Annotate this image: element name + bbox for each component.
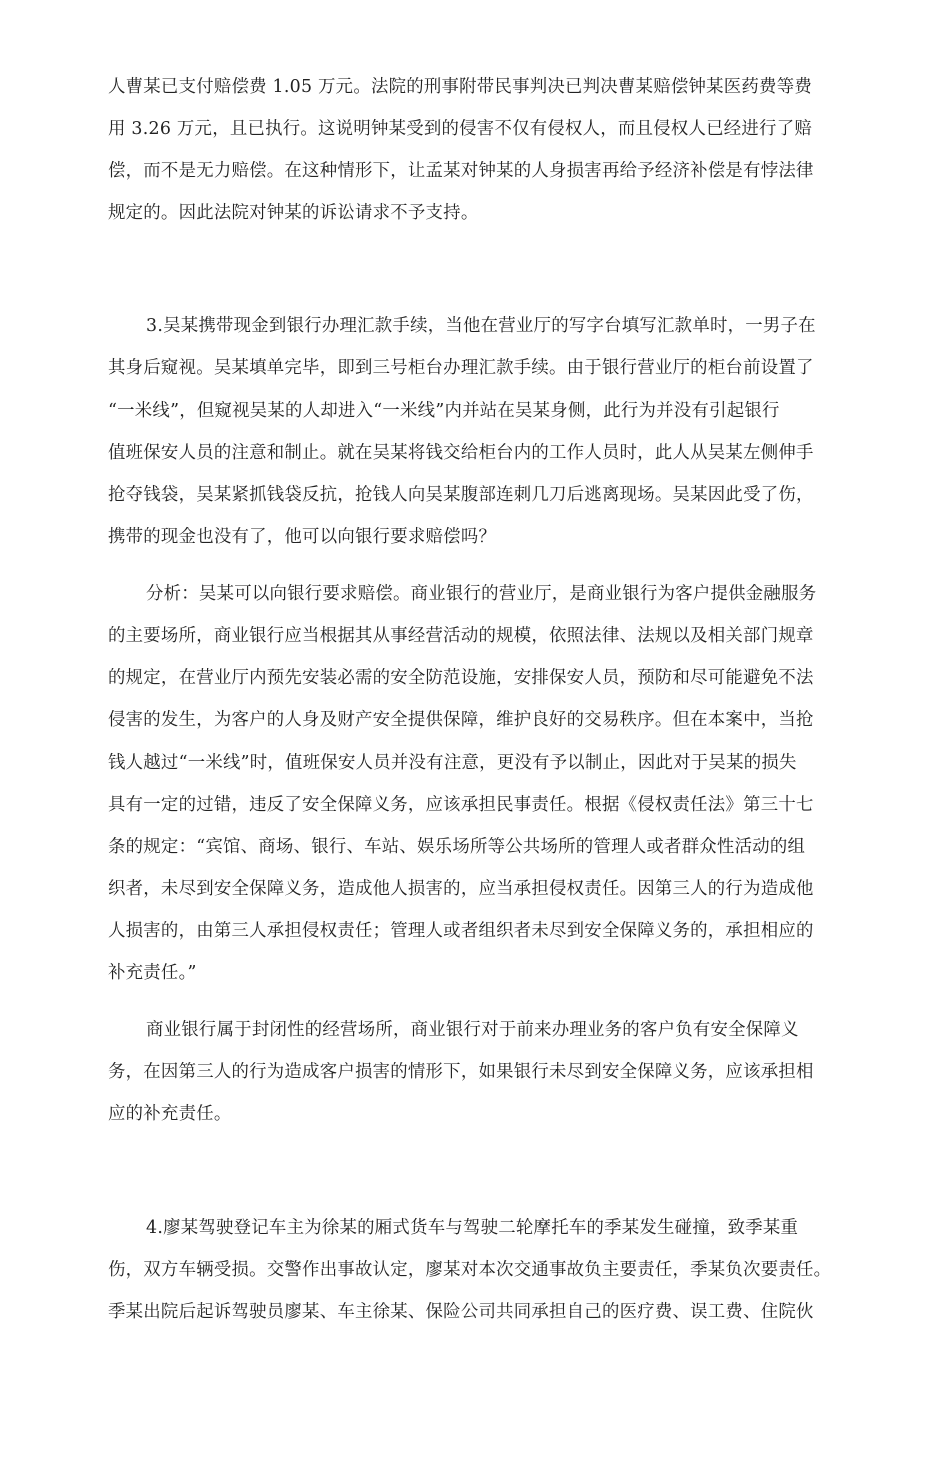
text-line: 值班保安人员的注意和制止。就在吴某将钱交给柜台内的工作人员时，此人从吴某左侧伸手 (108, 443, 814, 463)
text-line: 季某出院后起诉驾驶员廖某、车主徐某、保险公司共同承担自己的医疗费、误工费、住院伙 (108, 1302, 814, 1322)
text-line: 侵害的发生，为客户的人身及财产安全提供保障，维护良好的交易秩序。但在本案中，当抢 (108, 710, 814, 730)
text-line: 条的规定：“宾馆、商场、银行、车站、娱乐场所等公共场所的管理人或者群众性活动的组 (108, 837, 806, 857)
text-line: 具有一定的过错，违反了安全保障义务，应该承担民事责任。根据《侵权责任法》第三十七 (108, 795, 814, 815)
text-line: 的规定，在营业厅内预先安装必需的安全防范设施，安排保安人员，预防和尽可能避免不法 (108, 668, 814, 688)
text-line: 应的补充责任。 (108, 1104, 232, 1124)
text-line: 携带的现金也没有了，他可以向银行要求赔偿吗？ (108, 527, 497, 547)
text-line: 用 3.26 万元，且已执行。这说明钟某受到的侵害不仅有侵权人，而且侵权人已经进行了赔 (108, 119, 812, 139)
text-line: 的主要场所，商业银行应当根据其从事经营活动的规模，依照法律、法规以及相关部门规章 (108, 626, 814, 646)
text-line: 3.吴某携带现金到银行办理汇款手续，当他在营业厅的写字台填写汇款单时，一男子在 (146, 316, 816, 336)
text-line: 人损害的，由第三人承担侵权责任；管理人或者组织者未尽到安全保障义务的，承担相应的 (108, 921, 814, 941)
text-line: 偿，而不是无力赔偿。在这种情形下，让孟某对钟某的人身损害再给予经济补偿是有悖法律 (108, 161, 814, 181)
text-line: 钱人越过“一米线”时，值班保安人员并没有注意，更没有予以制止，因此对于吴某的损失 (108, 753, 797, 773)
text-line: 织者，未尽到安全保障义务，造成他人损害的，应当承担侵权责任。因第三人的行为造成他 (108, 879, 814, 899)
text-line: 抢夺钱袋，吴某紧抓钱袋反抗，抢钱人向吴某腹部连刺几刀后逃离现场。吴某因此受了伤， (108, 485, 814, 505)
text-line: 分析：吴某可以向银行要求赔偿。商业银行的营业厅，是商业银行为客户提供金融服务 (146, 584, 817, 604)
text-line: 补充责任。” (108, 963, 197, 983)
text-line: 其身后窥视。吴某填单完毕，即到三号柜台办理汇款手续。由于银行营业厅的柜台前设置了 (108, 358, 814, 378)
text-line: 人曹某已支付赔偿费 1.05 万元。法院的刑事附带民事判决已判决曹某赔偿钟某医药费等费 (108, 77, 812, 97)
text-line: 务，在因第三人的行为造成客户损害的情形下，如果银行未尽到安全保障义务，应该承担相 (108, 1062, 814, 1082)
text-line: 伤，双方车辆受损。交警作出事故认定，廖某对本次交通事故负主要责任，季某负次要责任。 (108, 1260, 832, 1280)
text-line: 规定的。因此法院对钟某的诉讼请求不予支持。 (108, 203, 479, 223)
text-line: “一米线”，但窥视吴某的人却进入“一米线”内并站在吴某身侧，此行为并没有引起银行 (108, 401, 780, 421)
text-line: 商业银行属于封闭性的经营场所，商业银行对于前来办理业务的客户负有安全保障义 (146, 1020, 799, 1040)
text-line: 4.廖某驾驶登记车主为徐某的厢式货车与驾驶二轮摩托车的季某发生碰撞，致季某重 (146, 1218, 799, 1238)
